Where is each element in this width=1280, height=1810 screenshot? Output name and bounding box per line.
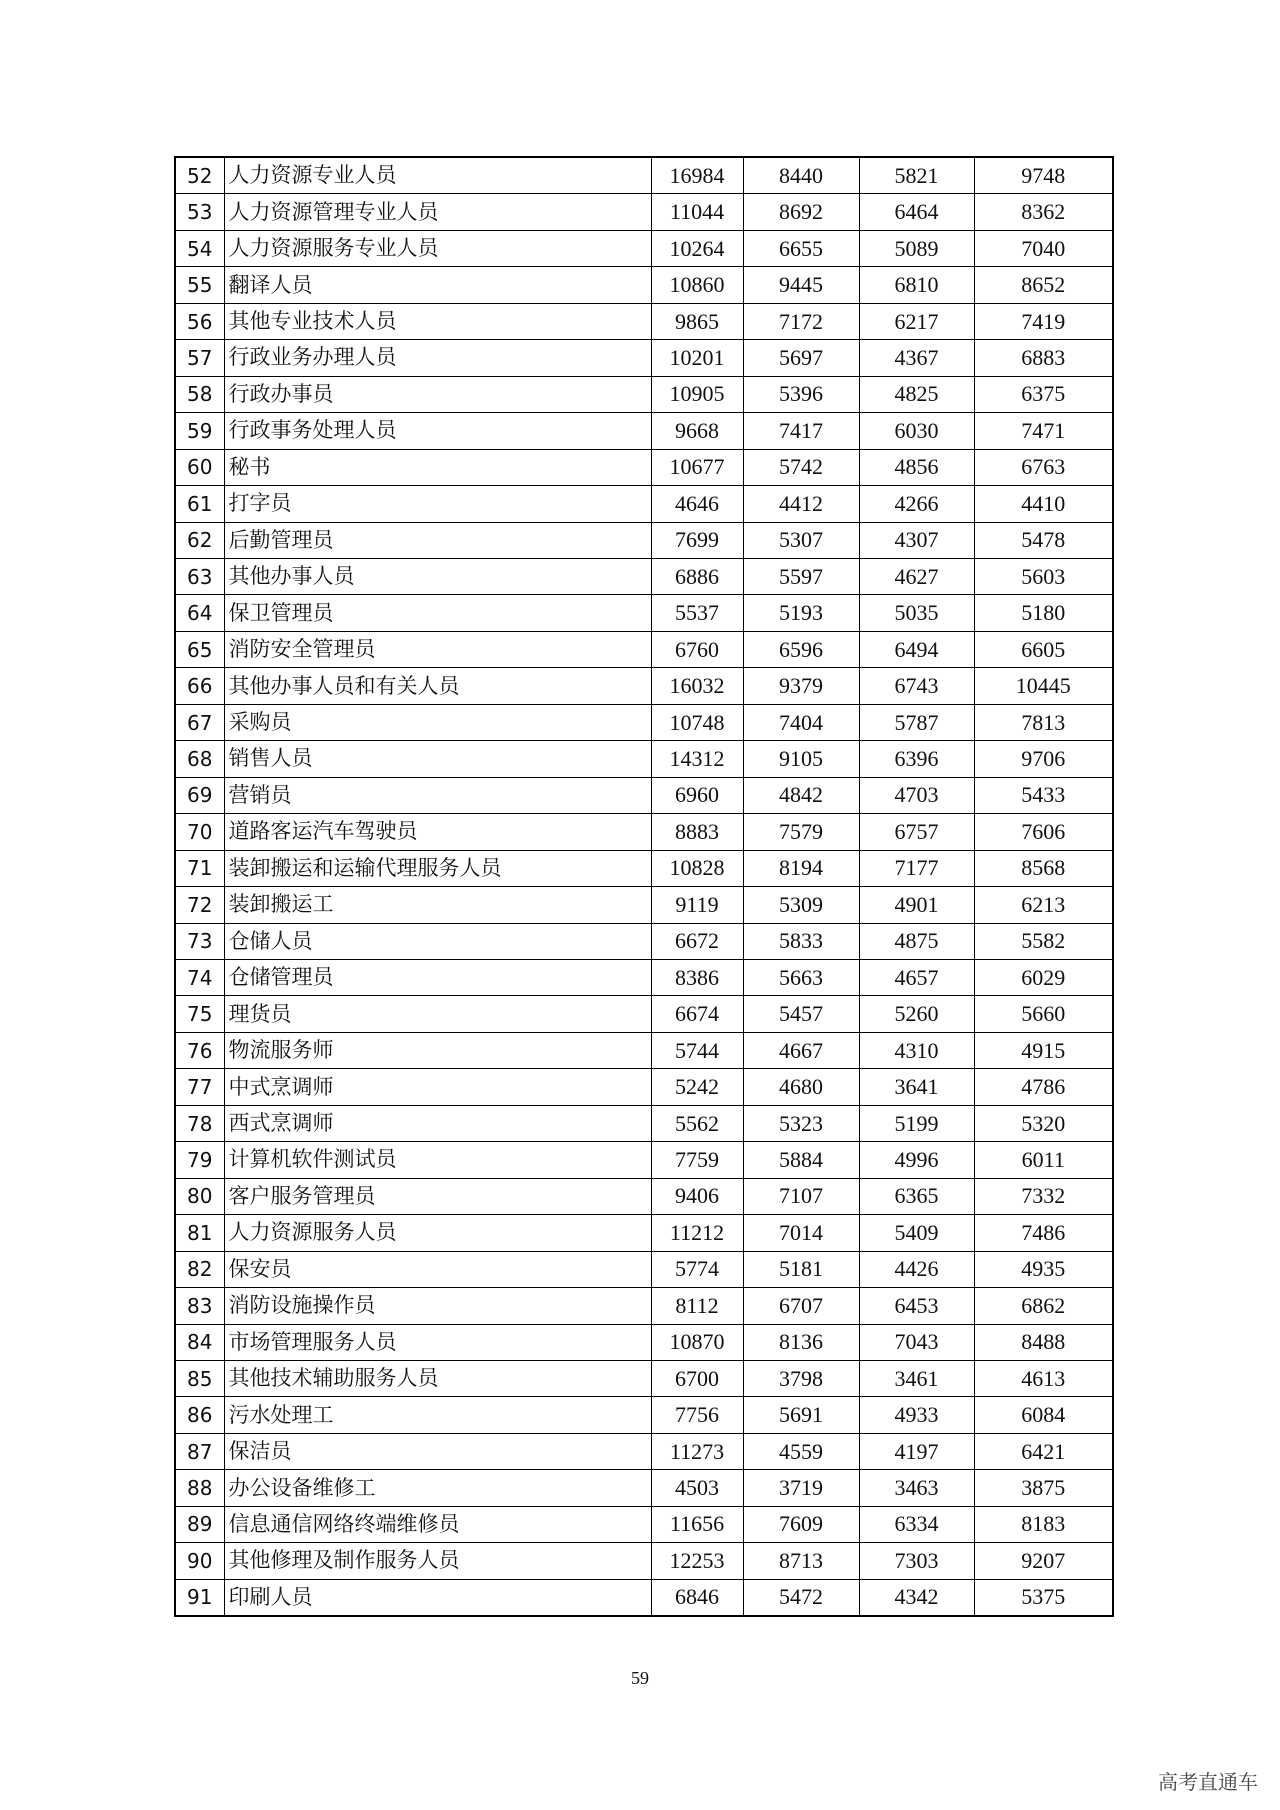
occupation-name: 其他专业技术人员 xyxy=(224,303,651,339)
table-row xyxy=(175,959,1113,995)
value-cell-1: 5744 xyxy=(651,1032,743,1068)
row-number: 69 xyxy=(175,777,224,813)
table-row xyxy=(175,1251,1113,1287)
value-cell-4: 5603 xyxy=(974,558,1113,594)
value-cell-4: 6421 xyxy=(974,1433,1113,1469)
value-cell-2: 5307 xyxy=(743,522,859,558)
value-cell-3: 6494 xyxy=(859,631,974,667)
value-cell-3: 4933 xyxy=(859,1397,974,1433)
occupation-name: 其他技术辅助服务人员 xyxy=(224,1360,651,1396)
table-row xyxy=(175,1032,1113,1068)
row-number: 87 xyxy=(175,1433,224,1469)
value-cell-3: 4342 xyxy=(859,1579,974,1616)
value-cell-3: 3641 xyxy=(859,1069,974,1105)
occupation-name: 污水处理工 xyxy=(224,1397,651,1433)
value-cell-1: 10870 xyxy=(651,1324,743,1360)
occupation-name: 消防安全管理员 xyxy=(224,631,651,667)
occupation-name: 道路客运汽车驾驶员 xyxy=(224,814,651,850)
value-cell-1: 6700 xyxy=(651,1360,743,1396)
row-number: 64 xyxy=(175,595,224,631)
value-cell-4: 6084 xyxy=(974,1397,1113,1433)
value-cell-2: 7107 xyxy=(743,1178,859,1214)
table-row xyxy=(175,1288,1113,1324)
value-cell-3: 4310 xyxy=(859,1032,974,1068)
row-number: 79 xyxy=(175,1142,224,1178)
occupation-name: 翻译人员 xyxy=(224,267,651,303)
row-number: 84 xyxy=(175,1324,224,1360)
value-cell-2: 7609 xyxy=(743,1506,859,1542)
value-cell-3: 6030 xyxy=(859,413,974,449)
value-cell-2: 4412 xyxy=(743,486,859,522)
table-row xyxy=(175,486,1113,522)
value-cell-1: 10828 xyxy=(651,850,743,886)
table-row xyxy=(175,923,1113,959)
occupation-name: 仓储人员 xyxy=(224,923,651,959)
value-cell-3: 6743 xyxy=(859,668,974,704)
value-cell-1: 8883 xyxy=(651,814,743,850)
page-number: 59 xyxy=(631,1668,649,1688)
table-row xyxy=(175,1142,1113,1178)
table-row xyxy=(175,704,1113,740)
occupation-name: 营销员 xyxy=(224,777,651,813)
value-cell-4: 5433 xyxy=(974,777,1113,813)
value-cell-4: 6029 xyxy=(974,959,1113,995)
value-cell-1: 6846 xyxy=(651,1579,743,1616)
value-cell-3: 4825 xyxy=(859,376,974,412)
watermark-text: 高考直通车 xyxy=(1158,1770,1258,1794)
occupation-name: 仓储管理员 xyxy=(224,959,651,995)
table-row xyxy=(175,1360,1113,1396)
value-cell-4: 4915 xyxy=(974,1032,1113,1068)
occupation-name: 客户服务管理员 xyxy=(224,1178,651,1214)
value-cell-4: 8568 xyxy=(974,850,1113,886)
value-cell-2: 5697 xyxy=(743,340,859,376)
value-cell-3: 6396 xyxy=(859,741,974,777)
value-cell-2: 5396 xyxy=(743,376,859,412)
row-number: 65 xyxy=(175,631,224,667)
value-cell-3: 4657 xyxy=(859,959,974,995)
row-number: 68 xyxy=(175,741,224,777)
value-cell-4: 7813 xyxy=(974,704,1113,740)
table-row xyxy=(175,1506,1113,1542)
occupation-name: 行政业务办理人员 xyxy=(224,340,651,376)
table-row xyxy=(175,631,1113,667)
salary-table xyxy=(174,156,1114,1617)
value-cell-2: 4559 xyxy=(743,1433,859,1469)
table-row xyxy=(175,1433,1113,1469)
table-row xyxy=(175,1178,1113,1214)
value-cell-2: 5193 xyxy=(743,595,859,631)
row-number: 91 xyxy=(175,1579,224,1616)
occupation-name: 保洁员 xyxy=(224,1433,651,1469)
row-number: 62 xyxy=(175,522,224,558)
table-row xyxy=(175,1069,1113,1105)
table-row xyxy=(175,1470,1113,1506)
value-cell-2: 8713 xyxy=(743,1543,859,1579)
row-number: 88 xyxy=(175,1470,224,1506)
value-cell-4: 5478 xyxy=(974,522,1113,558)
value-cell-1: 5774 xyxy=(651,1251,743,1287)
value-cell-1: 7759 xyxy=(651,1142,743,1178)
row-number: 81 xyxy=(175,1215,224,1251)
value-cell-2: 5742 xyxy=(743,449,859,485)
table-row xyxy=(175,376,1113,412)
value-cell-1: 6886 xyxy=(651,558,743,594)
value-cell-4: 7486 xyxy=(974,1215,1113,1251)
row-number: 52 xyxy=(175,157,224,194)
value-cell-1: 16032 xyxy=(651,668,743,704)
table-row xyxy=(175,996,1113,1032)
value-cell-1: 4646 xyxy=(651,486,743,522)
occupation-name: 西式烹调师 xyxy=(224,1105,651,1141)
value-cell-1: 6674 xyxy=(651,996,743,1032)
table-row xyxy=(175,1579,1113,1616)
value-cell-1: 7756 xyxy=(651,1397,743,1433)
value-cell-4: 7419 xyxy=(974,303,1113,339)
occupation-name: 采购员 xyxy=(224,704,651,740)
value-cell-3: 5409 xyxy=(859,1215,974,1251)
value-cell-2: 9445 xyxy=(743,267,859,303)
value-cell-1: 10748 xyxy=(651,704,743,740)
row-number: 76 xyxy=(175,1032,224,1068)
occupation-name: 人力资源服务人员 xyxy=(224,1215,651,1251)
value-cell-1: 7699 xyxy=(651,522,743,558)
row-number: 86 xyxy=(175,1397,224,1433)
value-cell-2: 5833 xyxy=(743,923,859,959)
value-cell-3: 6334 xyxy=(859,1506,974,1542)
occupation-name: 行政办事员 xyxy=(224,376,651,412)
row-number: 66 xyxy=(175,668,224,704)
value-cell-4: 10445 xyxy=(974,668,1113,704)
value-cell-4: 4786 xyxy=(974,1069,1113,1105)
table-row xyxy=(175,1543,1113,1579)
value-cell-4: 4410 xyxy=(974,486,1113,522)
value-cell-1: 12253 xyxy=(651,1543,743,1579)
row-number: 78 xyxy=(175,1105,224,1141)
value-cell-2: 5597 xyxy=(743,558,859,594)
value-cell-2: 3798 xyxy=(743,1360,859,1396)
table-row xyxy=(175,1397,1113,1433)
table-row xyxy=(175,413,1113,449)
value-cell-2: 8136 xyxy=(743,1324,859,1360)
value-cell-4: 8362 xyxy=(974,194,1113,230)
table-row xyxy=(175,741,1113,777)
occupation-name: 保卫管理员 xyxy=(224,595,651,631)
value-cell-4: 5320 xyxy=(974,1105,1113,1141)
table-row xyxy=(175,595,1113,631)
occupation-name: 市场管理服务人员 xyxy=(224,1324,651,1360)
value-cell-4: 6605 xyxy=(974,631,1113,667)
row-number: 59 xyxy=(175,413,224,449)
occupation-name: 销售人员 xyxy=(224,741,651,777)
table-row xyxy=(175,814,1113,850)
value-cell-2: 5663 xyxy=(743,959,859,995)
value-cell-2: 6596 xyxy=(743,631,859,667)
value-cell-4: 3875 xyxy=(974,1470,1113,1506)
occupation-name: 印刷人员 xyxy=(224,1579,651,1616)
occupation-name: 行政事务处理人员 xyxy=(224,413,651,449)
value-cell-3: 5199 xyxy=(859,1105,974,1141)
value-cell-2: 5472 xyxy=(743,1579,859,1616)
table-row xyxy=(175,303,1113,339)
value-cell-3: 5035 xyxy=(859,595,974,631)
value-cell-3: 4307 xyxy=(859,522,974,558)
table-row xyxy=(175,1215,1113,1251)
value-cell-2: 7417 xyxy=(743,413,859,449)
table-row xyxy=(175,887,1113,923)
row-number: 56 xyxy=(175,303,224,339)
value-cell-4: 6375 xyxy=(974,376,1113,412)
occupation-name: 中式烹调师 xyxy=(224,1069,651,1105)
row-number: 70 xyxy=(175,814,224,850)
value-cell-2: 6655 xyxy=(743,230,859,266)
value-cell-4: 7332 xyxy=(974,1178,1113,1214)
occupation-name: 办公设备维修工 xyxy=(224,1470,651,1506)
table-row xyxy=(175,668,1113,704)
value-cell-4: 5180 xyxy=(974,595,1113,631)
value-cell-4: 7471 xyxy=(974,413,1113,449)
value-cell-2: 7404 xyxy=(743,704,859,740)
occupation-name: 消防设施操作员 xyxy=(224,1288,651,1324)
row-number: 85 xyxy=(175,1360,224,1396)
value-cell-2: 7014 xyxy=(743,1215,859,1251)
value-cell-4: 4613 xyxy=(974,1360,1113,1396)
row-number: 60 xyxy=(175,449,224,485)
row-number: 77 xyxy=(175,1069,224,1105)
value-cell-3: 7043 xyxy=(859,1324,974,1360)
value-cell-1: 10201 xyxy=(651,340,743,376)
value-cell-3: 5787 xyxy=(859,704,974,740)
value-cell-3: 3463 xyxy=(859,1470,974,1506)
value-cell-4: 5375 xyxy=(974,1579,1113,1616)
table-row xyxy=(175,449,1113,485)
value-cell-3: 7177 xyxy=(859,850,974,886)
value-cell-1: 11656 xyxy=(651,1506,743,1542)
value-cell-1: 5562 xyxy=(651,1105,743,1141)
occupation-name: 人力资源管理专业人员 xyxy=(224,194,651,230)
value-cell-3: 7303 xyxy=(859,1543,974,1579)
value-cell-1: 10905 xyxy=(651,376,743,412)
row-number: 58 xyxy=(175,376,224,412)
value-cell-4: 8183 xyxy=(974,1506,1113,1542)
occupation-name: 物流服务师 xyxy=(224,1032,651,1068)
value-cell-4: 9207 xyxy=(974,1543,1113,1579)
value-cell-2: 7172 xyxy=(743,303,859,339)
value-cell-2: 3719 xyxy=(743,1470,859,1506)
value-cell-3: 6365 xyxy=(859,1178,974,1214)
value-cell-2: 5457 xyxy=(743,996,859,1032)
value-cell-3: 4856 xyxy=(859,449,974,485)
value-cell-3: 5089 xyxy=(859,230,974,266)
value-cell-1: 16984 xyxy=(651,157,743,194)
value-cell-4: 9748 xyxy=(974,157,1113,194)
value-cell-4: 5582 xyxy=(974,923,1113,959)
table-body xyxy=(175,157,1113,1616)
value-cell-1: 4503 xyxy=(651,1470,743,1506)
table-row xyxy=(175,194,1113,230)
value-cell-3: 4627 xyxy=(859,558,974,594)
value-cell-2: 8692 xyxy=(743,194,859,230)
value-cell-3: 6453 xyxy=(859,1288,974,1324)
value-cell-3: 4426 xyxy=(859,1251,974,1287)
value-cell-2: 5323 xyxy=(743,1105,859,1141)
row-number: 80 xyxy=(175,1178,224,1214)
value-cell-4: 4935 xyxy=(974,1251,1113,1287)
value-cell-1: 10264 xyxy=(651,230,743,266)
value-cell-1: 11044 xyxy=(651,194,743,230)
value-cell-1: 5242 xyxy=(651,1069,743,1105)
occupation-name: 后勤管理员 xyxy=(224,522,651,558)
table-row xyxy=(175,522,1113,558)
value-cell-4: 6763 xyxy=(974,449,1113,485)
table-row xyxy=(175,1324,1113,1360)
value-cell-1: 8386 xyxy=(651,959,743,995)
row-number: 73 xyxy=(175,923,224,959)
occupation-name: 人力资源专业人员 xyxy=(224,157,651,194)
value-cell-2: 8440 xyxy=(743,157,859,194)
value-cell-4: 6011 xyxy=(974,1142,1113,1178)
value-cell-1: 11273 xyxy=(651,1433,743,1469)
value-cell-3: 4703 xyxy=(859,777,974,813)
value-cell-4: 9706 xyxy=(974,741,1113,777)
occupation-name: 打字员 xyxy=(224,486,651,522)
table-row xyxy=(175,1105,1113,1141)
value-cell-3: 6757 xyxy=(859,814,974,850)
value-cell-3: 5821 xyxy=(859,157,974,194)
value-cell-4: 8652 xyxy=(974,267,1113,303)
row-number: 89 xyxy=(175,1506,224,1542)
value-cell-2: 5691 xyxy=(743,1397,859,1433)
value-cell-1: 9119 xyxy=(651,887,743,923)
row-number: 55 xyxy=(175,267,224,303)
occupation-name: 信息通信网络终端维修员 xyxy=(224,1506,651,1542)
row-number: 72 xyxy=(175,887,224,923)
occupation-name: 装卸搬运工 xyxy=(224,887,651,923)
value-cell-4: 5660 xyxy=(974,996,1113,1032)
value-cell-3: 5260 xyxy=(859,996,974,1032)
occupation-name: 其他修理及制作服务人员 xyxy=(224,1543,651,1579)
value-cell-2: 4667 xyxy=(743,1032,859,1068)
occupation-name: 秘书 xyxy=(224,449,651,485)
value-cell-1: 6760 xyxy=(651,631,743,667)
value-cell-1: 9865 xyxy=(651,303,743,339)
value-cell-3: 4996 xyxy=(859,1142,974,1178)
value-cell-3: 4901 xyxy=(859,887,974,923)
value-cell-3: 6810 xyxy=(859,267,974,303)
value-cell-1: 6672 xyxy=(651,923,743,959)
row-number: 82 xyxy=(175,1251,224,1287)
value-cell-1: 6960 xyxy=(651,777,743,813)
value-cell-3: 3461 xyxy=(859,1360,974,1396)
occupation-name: 理货员 xyxy=(224,996,651,1032)
row-number: 74 xyxy=(175,959,224,995)
table-row xyxy=(175,340,1113,376)
row-number: 83 xyxy=(175,1288,224,1324)
table-row xyxy=(175,777,1113,813)
value-cell-3: 6217 xyxy=(859,303,974,339)
occupation-name: 装卸搬运和运输代理服务人员 xyxy=(224,850,651,886)
row-number: 61 xyxy=(175,486,224,522)
occupation-name: 计算机软件测试员 xyxy=(224,1142,651,1178)
row-number: 53 xyxy=(175,194,224,230)
occupation-name: 人力资源服务专业人员 xyxy=(224,230,651,266)
row-number: 71 xyxy=(175,850,224,886)
occupation-name: 其他办事人员 xyxy=(224,558,651,594)
value-cell-3: 4875 xyxy=(859,923,974,959)
occupation-name: 保安员 xyxy=(224,1251,651,1287)
value-cell-2: 6707 xyxy=(743,1288,859,1324)
value-cell-2: 4680 xyxy=(743,1069,859,1105)
value-cell-1: 10860 xyxy=(651,267,743,303)
value-cell-2: 5884 xyxy=(743,1142,859,1178)
value-cell-3: 4367 xyxy=(859,340,974,376)
row-number: 57 xyxy=(175,340,224,376)
value-cell-2: 5181 xyxy=(743,1251,859,1287)
row-number: 54 xyxy=(175,230,224,266)
value-cell-3: 4197 xyxy=(859,1433,974,1469)
row-number: 63 xyxy=(175,558,224,594)
table-row xyxy=(175,850,1113,886)
value-cell-4: 6213 xyxy=(974,887,1113,923)
value-cell-2: 5309 xyxy=(743,887,859,923)
occupation-name: 其他办事人员和有关人员 xyxy=(224,668,651,704)
value-cell-1: 9406 xyxy=(651,1178,743,1214)
value-cell-1: 11212 xyxy=(651,1215,743,1251)
value-cell-4: 8488 xyxy=(974,1324,1113,1360)
table-row xyxy=(175,558,1113,594)
value-cell-3: 4266 xyxy=(859,486,974,522)
value-cell-2: 9105 xyxy=(743,741,859,777)
value-cell-3: 6464 xyxy=(859,194,974,230)
value-cell-2: 7579 xyxy=(743,814,859,850)
table-row xyxy=(175,230,1113,266)
table-row xyxy=(175,267,1113,303)
row-number: 67 xyxy=(175,704,224,740)
value-cell-4: 7606 xyxy=(974,814,1113,850)
value-cell-4: 6883 xyxy=(974,340,1113,376)
value-cell-1: 8112 xyxy=(651,1288,743,1324)
value-cell-1: 9668 xyxy=(651,413,743,449)
value-cell-2: 8194 xyxy=(743,850,859,886)
row-number: 75 xyxy=(175,996,224,1032)
value-cell-4: 7040 xyxy=(974,230,1113,266)
value-cell-2: 4842 xyxy=(743,777,859,813)
row-number: 90 xyxy=(175,1543,224,1579)
value-cell-4: 6862 xyxy=(974,1288,1113,1324)
table-row xyxy=(175,157,1113,194)
value-cell-1: 14312 xyxy=(651,741,743,777)
value-cell-1: 5537 xyxy=(651,595,743,631)
value-cell-1: 10677 xyxy=(651,449,743,485)
value-cell-2: 9379 xyxy=(743,668,859,704)
